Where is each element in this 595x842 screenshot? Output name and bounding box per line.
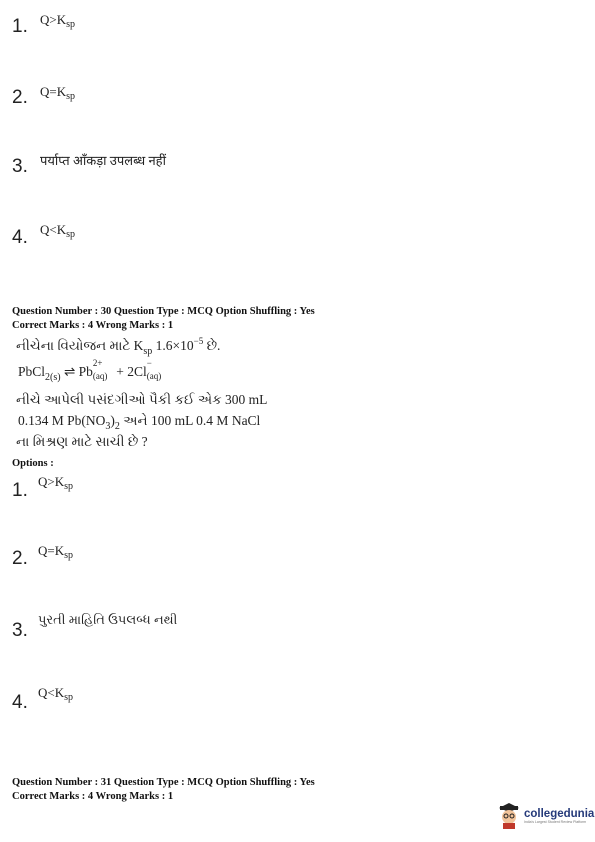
rhs: K <box>56 12 67 27</box>
eq-lhs: PbCl <box>18 364 46 379</box>
option-2-number: 2. <box>12 548 28 569</box>
lhs: Q <box>38 543 48 558</box>
rhs: K <box>56 84 67 99</box>
lhs: Q <box>40 222 50 237</box>
lhs: Q <box>38 474 48 489</box>
text: અને 100 mL 0.4 M NaCl <box>119 413 261 428</box>
q30-question-line1 <box>16 336 220 357</box>
option-1-number: 1. <box>12 480 28 501</box>
sub: 3 <box>105 421 111 432</box>
text: 0.134 M Pb(NO <box>18 413 106 428</box>
text: નીચેના વિયોજન માટે K <box>16 338 144 353</box>
lhs: Q <box>40 12 50 27</box>
eq-p2: + 2Cl <box>116 364 147 379</box>
q31-meta-line2: Correct Marks : 4 Wrong Marks : 1 <box>12 791 174 802</box>
q30-question-line3: નીચે આપેલી પસંદગીઓ પૈકી કઈ એક 300 mL <box>16 392 268 407</box>
eq-p1-sup: 2+ <box>92 357 103 368</box>
option-4-number: 4. <box>12 692 28 713</box>
eq-p2-sup: − <box>146 357 152 368</box>
q30-question-line5: ના મિશ્રણ માટે સાચી છે ? <box>16 434 148 449</box>
sub: 2 <box>114 421 120 432</box>
rhs: K <box>54 543 65 558</box>
option-4-text[interactable] <box>38 685 73 703</box>
text: ) <box>110 413 115 428</box>
prev-option-4-number: 4. <box>12 227 28 248</box>
rhs: K <box>56 222 67 237</box>
mascot-icon <box>497 803 521 829</box>
prev-option-4-text[interactable] <box>40 222 75 240</box>
rhs: K <box>54 685 65 700</box>
eq-p1: Pb <box>78 364 93 379</box>
prev-option-3-text[interactable]: पर्याप्त आँकड़ा उपलब्ध नहीं <box>40 153 166 168</box>
equilibrium-arrow-icon: ⇌ <box>63 364 76 379</box>
op: > <box>49 12 57 27</box>
options-label: Options : <box>12 458 54 469</box>
op: < <box>49 222 57 237</box>
option-3-text[interactable]: પુરતી માહિતિ ઉપલબ્ધ નથી <box>38 612 178 627</box>
q30-equation <box>18 357 169 383</box>
logo-text: collegedunia <box>524 808 595 820</box>
op: = <box>49 84 57 99</box>
q30-meta-line1: Question Number : 30 Question Type : MCQ Option Shuffling : Yes <box>12 306 315 317</box>
lhs: Q <box>40 84 50 99</box>
sub: sp <box>66 229 76 240</box>
eq-lhs-sub: 2(s) <box>45 372 61 383</box>
option-3-number: 3. <box>12 620 28 641</box>
prev-option-2-text[interactable] <box>40 84 75 102</box>
collegedunia-logo <box>497 803 594 829</box>
prev-option-3-number: 3. <box>12 156 28 177</box>
sub: sp <box>64 481 74 492</box>
prev-option-1-number: 1. <box>12 16 28 37</box>
eq-p2-sub: (aq) <box>146 370 162 381</box>
sub: sp <box>66 19 76 30</box>
sub: sp <box>64 692 74 703</box>
sub: sp <box>66 91 76 102</box>
option-2-text[interactable] <box>38 543 73 561</box>
q30-meta-line2: Correct Marks : 4 Wrong Marks : 1 <box>12 320 174 331</box>
sub: sp <box>143 346 153 357</box>
rhs: K <box>54 474 65 489</box>
op: > <box>47 474 55 489</box>
op: = <box>47 543 55 558</box>
logo-tagline: India's Largest Student Review Platform <box>524 820 587 824</box>
sup: −5 <box>193 336 204 346</box>
q31-meta-line1: Question Number : 31 Question Type : MCQ Option Shuffling : Yes <box>12 777 315 788</box>
sub: sp <box>64 550 74 561</box>
prev-option-2-number: 2. <box>12 87 28 108</box>
text: 1.6×10 <box>152 338 194 353</box>
lhs: Q <box>38 685 48 700</box>
option-1-text[interactable] <box>38 474 73 492</box>
q30-question-line4 <box>18 413 260 432</box>
eq-p1-sub: (aq) <box>92 370 108 381</box>
text: છે. <box>203 338 221 353</box>
op: < <box>47 685 55 700</box>
prev-option-1-text[interactable] <box>40 12 75 30</box>
